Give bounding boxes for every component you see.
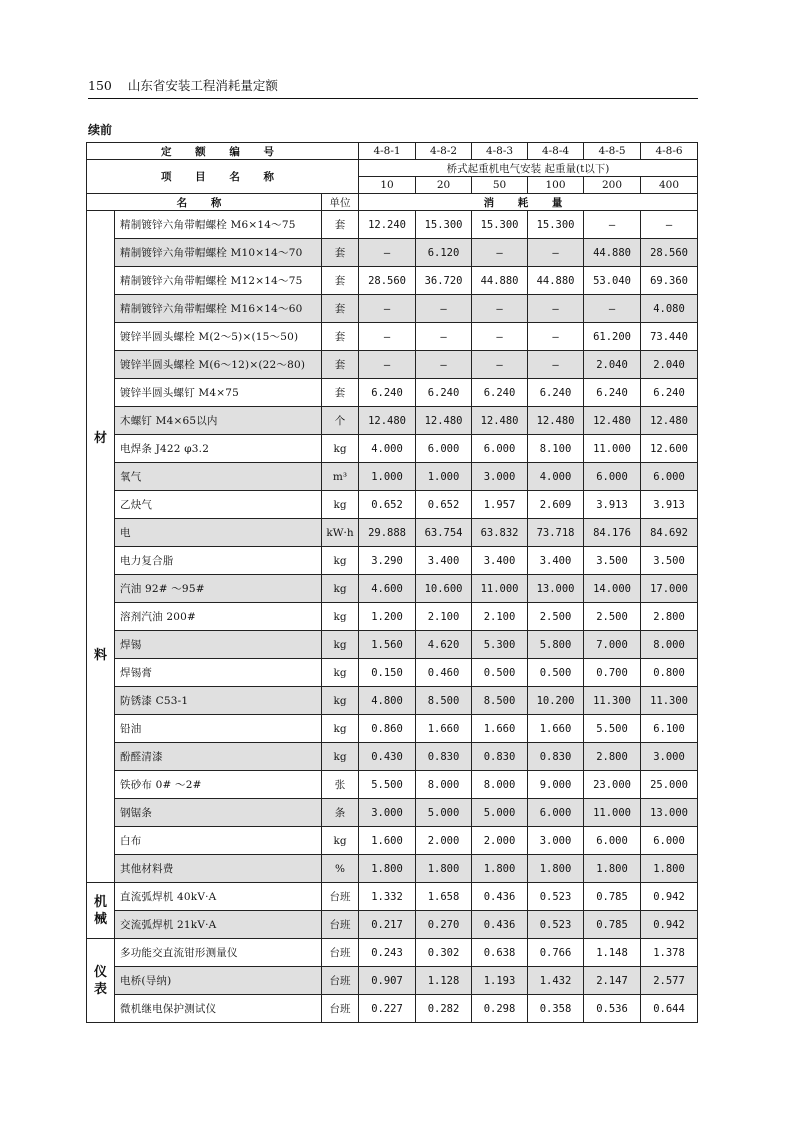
consumption-value: 12.480 xyxy=(641,407,698,435)
consumption-value: 6.240 xyxy=(528,379,584,407)
consumption-value: 3.000 xyxy=(472,463,528,491)
consumption-value: 1.560 xyxy=(359,631,416,659)
table-row xyxy=(87,295,698,323)
consumption-value: 6.240 xyxy=(472,379,528,407)
consumption-value: 2.577 xyxy=(641,967,698,995)
consumption-value: 0.460 xyxy=(416,659,472,687)
consumption-value: 13.000 xyxy=(528,575,584,603)
item-unit: 套 xyxy=(322,351,359,379)
consumption-value: 0.302 xyxy=(416,939,472,967)
consumption-value: 3.500 xyxy=(641,547,698,575)
category-char: 料 xyxy=(93,647,107,663)
consumption-value: 0.766 xyxy=(528,939,584,967)
consumption-value: 14.000 xyxy=(584,575,641,603)
consumption-value: 6.240 xyxy=(584,379,641,407)
consumption-value: 0.785 xyxy=(584,911,641,939)
item-name: 氧气 xyxy=(115,463,322,491)
consumption-value: 28.560 xyxy=(359,267,416,295)
table-row xyxy=(87,491,698,519)
item-unit: kg xyxy=(322,491,359,519)
consumption-value: — xyxy=(416,323,472,351)
consumption-value: 84.692 xyxy=(641,519,698,547)
consumption-value: 1.193 xyxy=(472,967,528,995)
consumption-value: 8.500 xyxy=(416,687,472,715)
page-header xyxy=(88,76,698,99)
consumption-value: 1.332 xyxy=(359,883,416,911)
item-unit: kg xyxy=(322,631,359,659)
item-unit: 套 xyxy=(322,239,359,267)
item-unit: kg xyxy=(322,687,359,715)
consumption-value: 11.300 xyxy=(584,687,641,715)
consumption-value: 12.480 xyxy=(416,407,472,435)
consumption-value: 4.620 xyxy=(416,631,472,659)
item-unit: 台班 xyxy=(322,995,359,1023)
consumption-value: 23.000 xyxy=(584,771,641,799)
consumption-value: 0.942 xyxy=(641,883,698,911)
consumption-value: 3.400 xyxy=(416,547,472,575)
consumption-value: 0.638 xyxy=(472,939,528,967)
consumption-value: 10.200 xyxy=(528,687,584,715)
consumption-value: — xyxy=(584,295,641,323)
consumption-value: — xyxy=(416,351,472,379)
table-row xyxy=(87,239,698,267)
item-unit: % xyxy=(322,855,359,883)
item-unit: 台班 xyxy=(322,967,359,995)
consumption-column-header: 消 耗 量 xyxy=(359,194,698,211)
consumption-value: 3.913 xyxy=(584,491,641,519)
consumption-value: 28.560 xyxy=(641,239,698,267)
consumption-value: 12.600 xyxy=(641,435,698,463)
item-unit: m³ xyxy=(322,463,359,491)
consumption-value: 10.600 xyxy=(416,575,472,603)
consumption-value: 63.832 xyxy=(472,519,528,547)
item-name: 木螺钉 M4×65以内 xyxy=(115,407,322,435)
consumption-value: 0.436 xyxy=(472,911,528,939)
item-name: 精制镀锌六角带帽螺栓 M12×14～75 xyxy=(115,267,322,295)
consumption-value: 0.907 xyxy=(359,967,416,995)
consumption-value: 1.957 xyxy=(472,491,528,519)
consumption-value: 61.200 xyxy=(584,323,641,351)
consumption-value: 0.652 xyxy=(359,491,416,519)
consumption-value: — xyxy=(528,295,584,323)
item-unit: kW·h xyxy=(322,519,359,547)
item-unit: kg xyxy=(322,603,359,631)
consumption-value: 0.800 xyxy=(641,659,698,687)
consumption-value: 2.147 xyxy=(584,967,641,995)
quota-code: 4-8-6 xyxy=(641,143,698,160)
consumption-value: 36.720 xyxy=(416,267,472,295)
consumption-value: 5.500 xyxy=(359,771,416,799)
consumption-value: 0.830 xyxy=(528,743,584,771)
item-name: 镀锌半圆头螺栓 M(6～12)×(22～80) xyxy=(115,351,322,379)
consumption-value: 25.000 xyxy=(641,771,698,799)
consumption-value: 6.000 xyxy=(416,435,472,463)
consumption-value: 1.600 xyxy=(359,827,416,855)
consumption-value: 5.500 xyxy=(584,715,641,743)
consumption-value: 1.800 xyxy=(584,855,641,883)
consumption-value: 1.800 xyxy=(416,855,472,883)
consumption-value: 0.700 xyxy=(584,659,641,687)
item-name: 精制镀锌六角带帽螺栓 M10×14～70 xyxy=(115,239,322,267)
consumption-value: 6.000 xyxy=(528,799,584,827)
consumption-value: 6.000 xyxy=(641,463,698,491)
table-row xyxy=(87,771,698,799)
consumption-value: 5.800 xyxy=(528,631,584,659)
item-name: 铁砂布 0# ～2# xyxy=(115,771,322,799)
consumption-value: 1.800 xyxy=(641,855,698,883)
table-row xyxy=(87,603,698,631)
item-name: 电桥(导纳) xyxy=(115,967,322,995)
consumption-value: 2.000 xyxy=(472,827,528,855)
consumption-value: 0.500 xyxy=(528,659,584,687)
consumption-value: — xyxy=(359,323,416,351)
consumption-value: 5.000 xyxy=(416,799,472,827)
quota-code-label: 定 额 编 号 xyxy=(87,143,359,160)
consumption-value: 3.400 xyxy=(528,547,584,575)
consumption-value: 8.000 xyxy=(472,771,528,799)
consumption-value: — xyxy=(359,351,416,379)
consumption-value: 0.536 xyxy=(584,995,641,1023)
table-row xyxy=(87,743,698,771)
consumption-value: 15.300 xyxy=(472,211,528,239)
unit-column-header: 单位 xyxy=(322,194,359,211)
capacity: 10 xyxy=(359,177,416,194)
consumption-value: 4.800 xyxy=(359,687,416,715)
consumption-value: 1.800 xyxy=(472,855,528,883)
category-char: 机 xyxy=(93,894,107,910)
consumption-value: 2.800 xyxy=(641,603,698,631)
consumption-value: 73.440 xyxy=(641,323,698,351)
consumption-value: 6.000 xyxy=(584,463,641,491)
consumption-value: — xyxy=(584,211,641,239)
item-name: 酚醛清漆 xyxy=(115,743,322,771)
consumption-value: 2.500 xyxy=(584,603,641,631)
table-row xyxy=(87,323,698,351)
name-column-header: 名 称 xyxy=(87,194,322,211)
item-unit: 台班 xyxy=(322,939,359,967)
consumption-value: 3.913 xyxy=(641,491,698,519)
item-name: 汽油 92# ～95# xyxy=(115,575,322,603)
consumption-value: — xyxy=(472,351,528,379)
consumption-value: 73.718 xyxy=(528,519,584,547)
consumption-value: 6.240 xyxy=(359,379,416,407)
consumption-value: 0.942 xyxy=(641,911,698,939)
consumption-value: 8.500 xyxy=(472,687,528,715)
consumption-value: 2.800 xyxy=(584,743,641,771)
consumption-value: — xyxy=(359,239,416,267)
continued-label: 续前 xyxy=(88,123,113,137)
consumption-value: 12.480 xyxy=(528,407,584,435)
consumption-value: 3.290 xyxy=(359,547,416,575)
item-unit: 个 xyxy=(322,407,359,435)
consumption-value: 44.880 xyxy=(472,267,528,295)
item-unit: 套 xyxy=(322,323,359,351)
item-unit: 条 xyxy=(322,799,359,827)
consumption-value: 1.148 xyxy=(584,939,641,967)
consumption-value: 2.040 xyxy=(641,351,698,379)
consumption-value: 4.000 xyxy=(359,435,416,463)
quota-code: 4-8-5 xyxy=(584,143,641,160)
consumption-value: — xyxy=(359,295,416,323)
consumption-value: 3.000 xyxy=(528,827,584,855)
item-name: 溶剂汽油 200# xyxy=(115,603,322,631)
consumption-value: 0.217 xyxy=(359,911,416,939)
quota-code: 4-8-3 xyxy=(472,143,528,160)
item-unit: 套 xyxy=(322,379,359,407)
consumption-value: 12.480 xyxy=(359,407,416,435)
item-name: 多功能交直流钳形测量仪 xyxy=(115,939,322,967)
item-name: 镀锌半圆头螺钉 M4×75 xyxy=(115,379,322,407)
consumption-value: 69.360 xyxy=(641,267,698,295)
instrument-category xyxy=(87,939,115,1023)
consumption-value: 3.000 xyxy=(359,799,416,827)
item-unit: 套 xyxy=(322,211,359,239)
table-row xyxy=(87,519,698,547)
item-name: 乙炔气 xyxy=(115,491,322,519)
consumption-value: — xyxy=(528,323,584,351)
item-name: 交流弧焊机 21kV·A xyxy=(115,911,322,939)
item-unit: kg xyxy=(322,743,359,771)
consumption-value: 6.100 xyxy=(641,715,698,743)
table-row xyxy=(87,659,698,687)
consumption-value: — xyxy=(472,295,528,323)
table-row xyxy=(87,687,698,715)
consumption-value: 0.644 xyxy=(641,995,698,1023)
table-row xyxy=(87,967,698,995)
consumption-value: 44.880 xyxy=(528,267,584,295)
consumption-value: 2.609 xyxy=(528,491,584,519)
book-title: 山东省安装工程消耗量定额 xyxy=(127,78,278,93)
consumption-value: 12.480 xyxy=(584,407,641,435)
table-row xyxy=(87,883,698,911)
consumption-value: 0.830 xyxy=(472,743,528,771)
consumption-value: 3.500 xyxy=(584,547,641,575)
consumption-value: 13.000 xyxy=(641,799,698,827)
item-name: 焊锡膏 xyxy=(115,659,322,687)
consumption-value: 2.000 xyxy=(416,827,472,855)
consumption-value: 53.040 xyxy=(584,267,641,295)
consumption-value: 5.300 xyxy=(472,631,528,659)
table-row xyxy=(87,715,698,743)
item-name: 白布 xyxy=(115,827,322,855)
item-name: 防锈漆 C53-1 xyxy=(115,687,322,715)
consumption-value: 1.432 xyxy=(528,967,584,995)
consumption-value: 2.100 xyxy=(472,603,528,631)
consumption-value: 0.860 xyxy=(359,715,416,743)
table-row xyxy=(87,211,698,239)
consumption-value: 1.660 xyxy=(416,715,472,743)
page-number: 150 xyxy=(88,78,112,93)
consumption-value: — xyxy=(472,239,528,267)
consumption-value: 15.300 xyxy=(416,211,472,239)
consumption-value: 1.128 xyxy=(416,967,472,995)
category-char: 表 xyxy=(93,981,107,997)
consumption-value: 8.100 xyxy=(528,435,584,463)
item-name: 焊锡 xyxy=(115,631,322,659)
item-unit: kg xyxy=(322,575,359,603)
item-unit: kg xyxy=(322,827,359,855)
consumption-value: 4.000 xyxy=(528,463,584,491)
table-row xyxy=(87,939,698,967)
consumption-value: 2.500 xyxy=(528,603,584,631)
table-row xyxy=(87,351,698,379)
table-row xyxy=(87,547,698,575)
consumption-value: 9.000 xyxy=(528,771,584,799)
quota-code: 4-8-4 xyxy=(528,143,584,160)
quota-code: 4-8-1 xyxy=(359,143,416,160)
item-unit: kg xyxy=(322,715,359,743)
item-unit: 套 xyxy=(322,295,359,323)
consumption-value: 0.282 xyxy=(416,995,472,1023)
consumption-value: 5.000 xyxy=(472,799,528,827)
consumption-value: 6.120 xyxy=(416,239,472,267)
consumption-value: 0.227 xyxy=(359,995,416,1023)
consumption-value: 6.240 xyxy=(416,379,472,407)
consumption-value: 0.430 xyxy=(359,743,416,771)
category-char: 械 xyxy=(93,911,107,927)
table-row xyxy=(87,631,698,659)
consumption-value: 15.300 xyxy=(528,211,584,239)
table-row xyxy=(87,911,698,939)
item-name: 铅油 xyxy=(115,715,322,743)
table-row xyxy=(87,575,698,603)
item-unit: kg xyxy=(322,547,359,575)
table-row xyxy=(87,407,698,435)
item-name: 电焊条 J422 φ3.2 xyxy=(115,435,322,463)
item-unit: 台班 xyxy=(322,911,359,939)
capacity: 200 xyxy=(584,177,641,194)
table-row xyxy=(87,435,698,463)
group-title: 桥式起重机电气安装 起重量(t以下) xyxy=(359,160,698,177)
consumption-value: 0.358 xyxy=(528,995,584,1023)
consumption-value: 1.660 xyxy=(528,715,584,743)
category-char: 材 xyxy=(93,430,107,446)
item-name: 镀锌半圆头螺栓 M(2～5)×(15～50) xyxy=(115,323,322,351)
consumption-value: 6.000 xyxy=(584,827,641,855)
consumption-value: 0.298 xyxy=(472,995,528,1023)
item-unit: 套 xyxy=(322,267,359,295)
consumption-value: 0.523 xyxy=(528,911,584,939)
consumption-value: 0.500 xyxy=(472,659,528,687)
capacity: 100 xyxy=(528,177,584,194)
item-unit: kg xyxy=(322,435,359,463)
consumption-value: — xyxy=(641,211,698,239)
consumption-value: 0.652 xyxy=(416,491,472,519)
item-unit: kg xyxy=(322,659,359,687)
consumption-value: 11.300 xyxy=(641,687,698,715)
item-name: 电 xyxy=(115,519,322,547)
consumption-value: 1.200 xyxy=(359,603,416,631)
consumption-value: 63.754 xyxy=(416,519,472,547)
table-row xyxy=(87,995,698,1023)
consumption-value: 1.658 xyxy=(416,883,472,911)
material-category xyxy=(87,211,115,883)
item-name: 钢锯条 xyxy=(115,799,322,827)
consumption-value: — xyxy=(528,351,584,379)
consumption-value: 1.800 xyxy=(359,855,416,883)
consumption-value: 0.436 xyxy=(472,883,528,911)
consumption-value: 1.378 xyxy=(641,939,698,967)
table-row xyxy=(87,267,698,295)
table-row xyxy=(87,827,698,855)
consumption-value: 0.830 xyxy=(416,743,472,771)
consumption-value: 2.100 xyxy=(416,603,472,631)
table-row xyxy=(87,463,698,491)
item-name: 精制镀锌六角带帽螺栓 M16×14～60 xyxy=(115,295,322,323)
consumption-value: 1.660 xyxy=(472,715,528,743)
table-row xyxy=(87,855,698,883)
quota-table xyxy=(86,142,698,1023)
consumption-value: 2.040 xyxy=(584,351,641,379)
consumption-value: 8.000 xyxy=(641,631,698,659)
item-unit: 张 xyxy=(322,771,359,799)
quota-code: 4-8-2 xyxy=(416,143,472,160)
consumption-value: 12.480 xyxy=(472,407,528,435)
consumption-value: 44.880 xyxy=(584,239,641,267)
consumption-value: 4.080 xyxy=(641,295,698,323)
consumption-value: 11.000 xyxy=(472,575,528,603)
item-name: 精制镀锌六角带帽螺栓 M6×14～75 xyxy=(115,211,322,239)
consumption-value: 6.000 xyxy=(472,435,528,463)
consumption-value: 12.240 xyxy=(359,211,416,239)
consumption-value: 7.000 xyxy=(584,631,641,659)
consumption-value: 8.000 xyxy=(416,771,472,799)
consumption-value: 4.600 xyxy=(359,575,416,603)
consumption-value: — xyxy=(472,323,528,351)
category-char: 仪 xyxy=(93,964,107,980)
machinery-category xyxy=(87,883,115,939)
consumption-value: 0.785 xyxy=(584,883,641,911)
capacity: 50 xyxy=(472,177,528,194)
consumption-value: 1.000 xyxy=(416,463,472,491)
consumption-value: — xyxy=(416,295,472,323)
item-name: 直流弧焊机 40kV·A xyxy=(115,883,322,911)
consumption-value: 3.000 xyxy=(641,743,698,771)
item-name: 电力复合脂 xyxy=(115,547,322,575)
consumption-value: 0.523 xyxy=(528,883,584,911)
table-row xyxy=(87,799,698,827)
table-row xyxy=(87,379,698,407)
item-name: 其他材料费 xyxy=(115,855,322,883)
consumption-value: 0.243 xyxy=(359,939,416,967)
consumption-value: 0.150 xyxy=(359,659,416,687)
consumption-value: 1.000 xyxy=(359,463,416,491)
item-name: 微机继电保护测试仪 xyxy=(115,995,322,1023)
item-unit: 台班 xyxy=(322,883,359,911)
consumption-value: 6.000 xyxy=(641,827,698,855)
consumption-value: 0.270 xyxy=(416,911,472,939)
consumption-value: — xyxy=(528,239,584,267)
consumption-value: 3.400 xyxy=(472,547,528,575)
capacity: 400 xyxy=(641,177,698,194)
consumption-value: 1.800 xyxy=(528,855,584,883)
consumption-value: 6.240 xyxy=(641,379,698,407)
consumption-value: 84.176 xyxy=(584,519,641,547)
consumption-value: 11.000 xyxy=(584,435,641,463)
consumption-value: 17.000 xyxy=(641,575,698,603)
item-name-label: 项 目 名 称 xyxy=(87,160,359,194)
consumption-value: 29.888 xyxy=(359,519,416,547)
consumption-value: 11.000 xyxy=(584,799,641,827)
capacity: 20 xyxy=(416,177,472,194)
